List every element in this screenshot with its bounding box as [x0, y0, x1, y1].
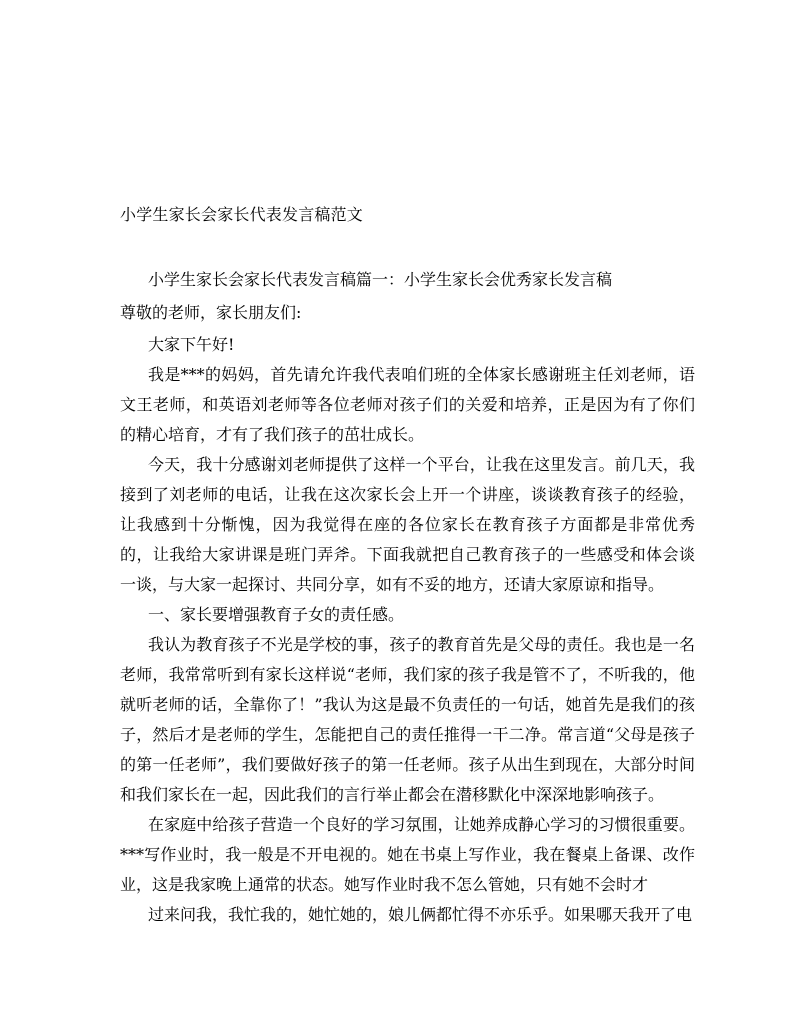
section-heading: 一、家长要增强教育子女的责任感。 [148, 605, 405, 624]
paragraph-greeting: 大家下午好! [148, 335, 235, 354]
paragraph-continuation: 过来问我，我忙我的，她忙她的，娘儿俩都忙得不亦乐乎。如果哪天我开了电 [148, 905, 693, 924]
salutation: 尊敬的老师，家长朋友们: [120, 303, 302, 322]
paragraph-thanks: 今天，我十分感谢刘老师提供了这样一个平台，让我在这里发言。前几天，我接到了刘老师的电话，让我在这次家长会上开一个讲座，谈谈教育孩子的经验，让我感到十分惭愧，因为我觉得在座的各位家长在教育孩子方面都是非常优秀的，让我给大家讲课是班门弄斧。下面我就把自己教育孩子的一些感受和体会谈一谈，与大家一起探讨、共同分享，如有不妥的地方，还请大家原谅和指导。 [120, 455, 695, 594]
document-title: 小学生家长会家长代表发言稿范文 [120, 205, 364, 224]
paragraph-study-environment: 在家庭中给孩子营造一个良好的学习氛围，让她养成静心学习的习惯很重要。***写作业时，我一般是不开电视的。她在书桌上写作业，我在餐桌上备课、改作业，这是我家晚上通常的状态。她写作业时我不怎么管她，只有她不会时才 [120, 815, 695, 894]
paragraph-responsibility: 我认为教育孩子不光是学校的事，孩子的教育首先是父母的责任。我也是一名老师，我常常听到有家长这样说“老师，我们家的孩子我是管不了，不听我的，他就听老师的话，全靠你了！”我认为这是最不负责任的一句话，她首先是我们的孩子，然后才是老师的学生，怎能把自己的责任推得一干二净。常言道“父母是孩子的第一任老师”，我们要做好孩子的第一任老师。孩子从出生到现在，大部分时间和我们家长在一起，因此我们的言行举止都会在潜移默化中深深地影响孩子。 [120, 635, 695, 804]
document-subtitle: 小学生家长会家长代表发言稿篇一：小学生家长会优秀家长发言稿 [148, 270, 613, 289]
document-body [120, 330, 695, 930]
paragraph-intro: 我是***的妈妈，首先请允许我代表咱们班的全体家长感谢班主任刘老师，语文王老师，和英语刘老师等各位老师对孩子们的关爱和培养，正是因为有了你们的精心培育，才有了我们孩子的茁壮成长。 [120, 365, 695, 444]
